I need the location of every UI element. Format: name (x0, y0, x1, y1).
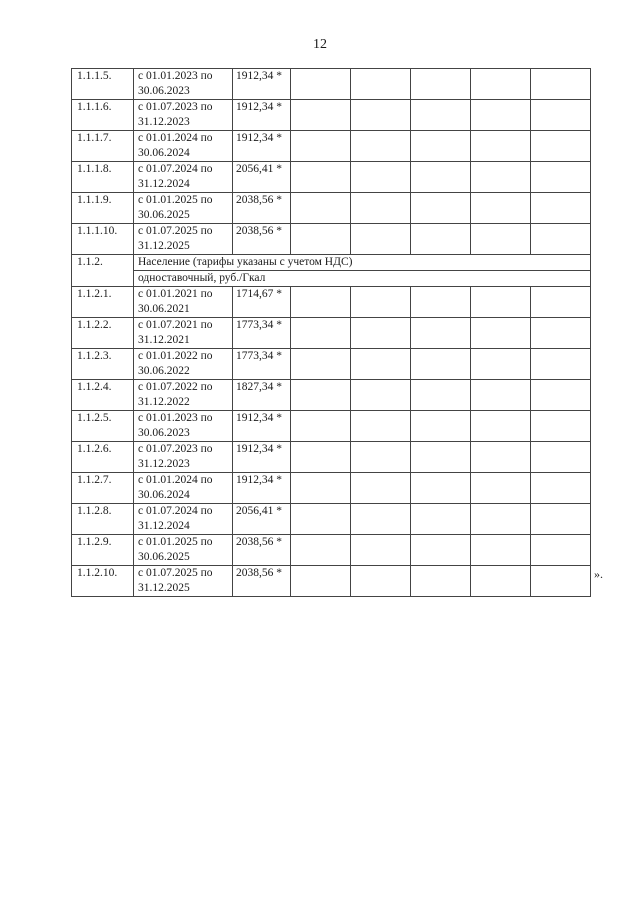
empty-cell (291, 566, 351, 597)
period-cell (134, 566, 233, 597)
empty-cell (531, 287, 591, 318)
empty-cell (291, 411, 351, 442)
table-row (72, 131, 591, 162)
period-cell (134, 349, 233, 380)
empty-cell (351, 442, 411, 473)
tariff-table (71, 68, 591, 597)
empty-cell (531, 100, 591, 131)
empty-cell (471, 318, 531, 349)
empty-cell (471, 442, 531, 473)
empty-cell (351, 224, 411, 255)
table-row (72, 318, 591, 349)
tariff-value: 1773,34 * (233, 318, 291, 349)
empty-cell (411, 162, 471, 193)
empty-cell (531, 411, 591, 442)
period-end: 31.12.2023 (138, 458, 190, 470)
empty-cell (471, 380, 531, 411)
period-cell (134, 131, 233, 162)
empty-cell (291, 349, 351, 380)
period-start: с 01.01.2022 по (138, 350, 213, 362)
table-row (72, 566, 591, 597)
row-number: 1.1.2.7. (72, 473, 134, 504)
tariff-value: 1827,34 * (233, 380, 291, 411)
period-end: 31.12.2022 (138, 396, 190, 408)
period-start: с 01.07.2024 по (138, 505, 213, 517)
empty-cell (351, 287, 411, 318)
period-start: с 01.07.2023 по (138, 443, 213, 455)
table-row (72, 473, 591, 504)
tariff-value: 2038,56 * (233, 193, 291, 224)
period-cell (134, 193, 233, 224)
period-start: с 01.01.2023 по (138, 70, 213, 82)
empty-cell (291, 69, 351, 100)
period-end: 30.06.2024 (138, 489, 190, 501)
period-start: с 01.01.2024 по (138, 474, 213, 486)
empty-cell (411, 349, 471, 380)
period-end: 30.06.2023 (138, 85, 190, 97)
period-cell (134, 69, 233, 100)
period-cell (134, 100, 233, 131)
period-start: с 01.07.2025 по (138, 225, 213, 237)
empty-cell (351, 162, 411, 193)
table-row (72, 535, 591, 566)
table-row (72, 100, 591, 131)
empty-cell (471, 287, 531, 318)
period-start: с 01.01.2024 по (138, 132, 213, 144)
tariff-value: 1773,34 * (233, 349, 291, 380)
page-number: 12 (313, 37, 327, 52)
row-number: 1.1.1.6. (72, 100, 134, 131)
empty-cell (351, 69, 411, 100)
empty-cell (531, 224, 591, 255)
empty-cell (411, 224, 471, 255)
period-cell (134, 162, 233, 193)
table-row (72, 349, 591, 380)
empty-cell (531, 535, 591, 566)
empty-cell (531, 442, 591, 473)
empty-cell (291, 100, 351, 131)
empty-cell (411, 380, 471, 411)
empty-cell (351, 380, 411, 411)
row-number: 1.1.1.10. (72, 224, 134, 255)
period-cell (134, 411, 233, 442)
empty-cell (291, 442, 351, 473)
empty-cell (291, 162, 351, 193)
empty-cell (351, 349, 411, 380)
period-cell (134, 473, 233, 504)
empty-cell (471, 566, 531, 597)
empty-cell (471, 411, 531, 442)
row-number: 1.1.2.1. (72, 287, 134, 318)
period-start: с 01.07.2023 по (138, 101, 213, 113)
period-start: с 01.07.2025 по (138, 567, 213, 579)
row-number: 1.1.2.8. (72, 504, 134, 535)
table-row (72, 162, 591, 193)
period-end: 30.06.2021 (138, 303, 190, 315)
empty-cell (471, 224, 531, 255)
table-row (72, 504, 591, 535)
tariff-rows-group-1 (72, 69, 591, 255)
period-cell (134, 442, 233, 473)
empty-cell (291, 380, 351, 411)
table-row (72, 411, 591, 442)
table-row (72, 224, 591, 255)
section-title: Население (тарифы указаны с учетом НДС) (134, 255, 591, 271)
empty-cell (411, 318, 471, 349)
period-end: 30.06.2023 (138, 427, 190, 439)
closing-quote-mark: ». (594, 567, 603, 581)
period-end: 30.06.2025 (138, 551, 190, 563)
period-cell (134, 287, 233, 318)
row-number: 1.1.2.10. (72, 566, 134, 597)
tariff-value: 1912,34 * (233, 411, 291, 442)
empty-cell (471, 193, 531, 224)
empty-cell (471, 162, 531, 193)
empty-cell (411, 535, 471, 566)
empty-cell (411, 442, 471, 473)
empty-cell (291, 193, 351, 224)
tariff-value: 1714,67 * (233, 287, 291, 318)
table-row (72, 193, 591, 224)
section-number: 1.1.2. (72, 255, 134, 287)
period-cell (134, 535, 233, 566)
row-number: 1.1.2.4. (72, 380, 134, 411)
tariff-value: 2056,41 * (233, 162, 291, 193)
row-number: 1.1.1.5. (72, 69, 134, 100)
empty-cell (351, 566, 411, 597)
period-start: с 01.01.2025 по (138, 536, 213, 548)
period-start: с 01.01.2021 по (138, 288, 213, 300)
tariff-value: 1912,34 * (233, 69, 291, 100)
period-cell (134, 318, 233, 349)
period-end: 31.12.2023 (138, 116, 190, 128)
empty-cell (411, 100, 471, 131)
tariff-value: 2038,56 * (233, 224, 291, 255)
empty-cell (291, 224, 351, 255)
empty-cell (291, 535, 351, 566)
tariff-value: 1912,34 * (233, 131, 291, 162)
row-number: 1.1.1.7. (72, 131, 134, 162)
empty-cell (411, 287, 471, 318)
period-cell (134, 224, 233, 255)
empty-cell (531, 566, 591, 597)
empty-cell (411, 69, 471, 100)
tariff-value: 1912,34 * (233, 442, 291, 473)
period-start: с 01.07.2022 по (138, 381, 213, 393)
period-end: 31.12.2024 (138, 178, 190, 190)
row-number: 1.1.1.9. (72, 193, 134, 224)
empty-cell (471, 504, 531, 535)
period-end: 30.06.2024 (138, 147, 190, 159)
empty-cell (531, 318, 591, 349)
section-header-row (72, 255, 591, 271)
row-number: 1.1.2.9. (72, 535, 134, 566)
tariff-rows-group-2 (72, 287, 591, 597)
empty-cell (531, 380, 591, 411)
empty-cell (351, 318, 411, 349)
empty-cell (351, 411, 411, 442)
empty-cell (351, 100, 411, 131)
tariff-value: 1912,34 * (233, 473, 291, 504)
row-number: 1.1.2.3. (72, 349, 134, 380)
tariff-value: 1912,34 * (233, 100, 291, 131)
tariff-value: 2056,41 * (233, 504, 291, 535)
section-subheader-row (72, 271, 591, 287)
empty-cell (531, 131, 591, 162)
period-start: с 01.07.2024 по (138, 163, 213, 175)
period-start: с 01.01.2023 по (138, 412, 213, 424)
table-row (72, 380, 591, 411)
empty-cell (531, 349, 591, 380)
empty-cell (531, 69, 591, 100)
empty-cell (291, 287, 351, 318)
row-number: 1.1.1.8. (72, 162, 134, 193)
empty-cell (471, 131, 531, 162)
empty-cell (351, 504, 411, 535)
period-end: 31.12.2021 (138, 334, 190, 346)
empty-cell (471, 100, 531, 131)
empty-cell (291, 318, 351, 349)
tariff-value: 2038,56 * (233, 566, 291, 597)
empty-cell (291, 473, 351, 504)
period-cell (134, 380, 233, 411)
period-start: с 01.07.2021 по (138, 319, 213, 331)
period-end: 31.12.2025 (138, 240, 190, 252)
empty-cell (471, 69, 531, 100)
table-row (72, 442, 591, 473)
empty-cell (351, 535, 411, 566)
table-row (72, 287, 591, 318)
empty-cell (471, 349, 531, 380)
empty-cell (471, 473, 531, 504)
empty-cell (351, 193, 411, 224)
period-start: с 01.01.2025 по (138, 194, 213, 206)
period-cell (134, 504, 233, 535)
section-subtitle: одноставочный, руб./Гкал (134, 271, 591, 287)
table-row (72, 69, 591, 100)
empty-cell (531, 504, 591, 535)
empty-cell (291, 131, 351, 162)
period-end: 31.12.2024 (138, 520, 190, 532)
empty-cell (471, 535, 531, 566)
empty-cell (351, 473, 411, 504)
row-number: 1.1.2.2. (72, 318, 134, 349)
empty-cell (411, 193, 471, 224)
empty-cell (351, 131, 411, 162)
empty-cell (411, 566, 471, 597)
empty-cell (531, 473, 591, 504)
row-number: 1.1.2.6. (72, 442, 134, 473)
empty-cell (531, 193, 591, 224)
period-end: 30.06.2025 (138, 209, 190, 221)
period-end: 30.06.2022 (138, 365, 190, 377)
empty-cell (531, 162, 591, 193)
empty-cell (411, 504, 471, 535)
empty-cell (291, 504, 351, 535)
period-end: 31.12.2025 (138, 582, 190, 594)
empty-cell (411, 473, 471, 504)
tariff-value: 2038,56 * (233, 535, 291, 566)
row-number: 1.1.2.5. (72, 411, 134, 442)
section-header-group (72, 255, 591, 287)
empty-cell (411, 411, 471, 442)
empty-cell (411, 131, 471, 162)
